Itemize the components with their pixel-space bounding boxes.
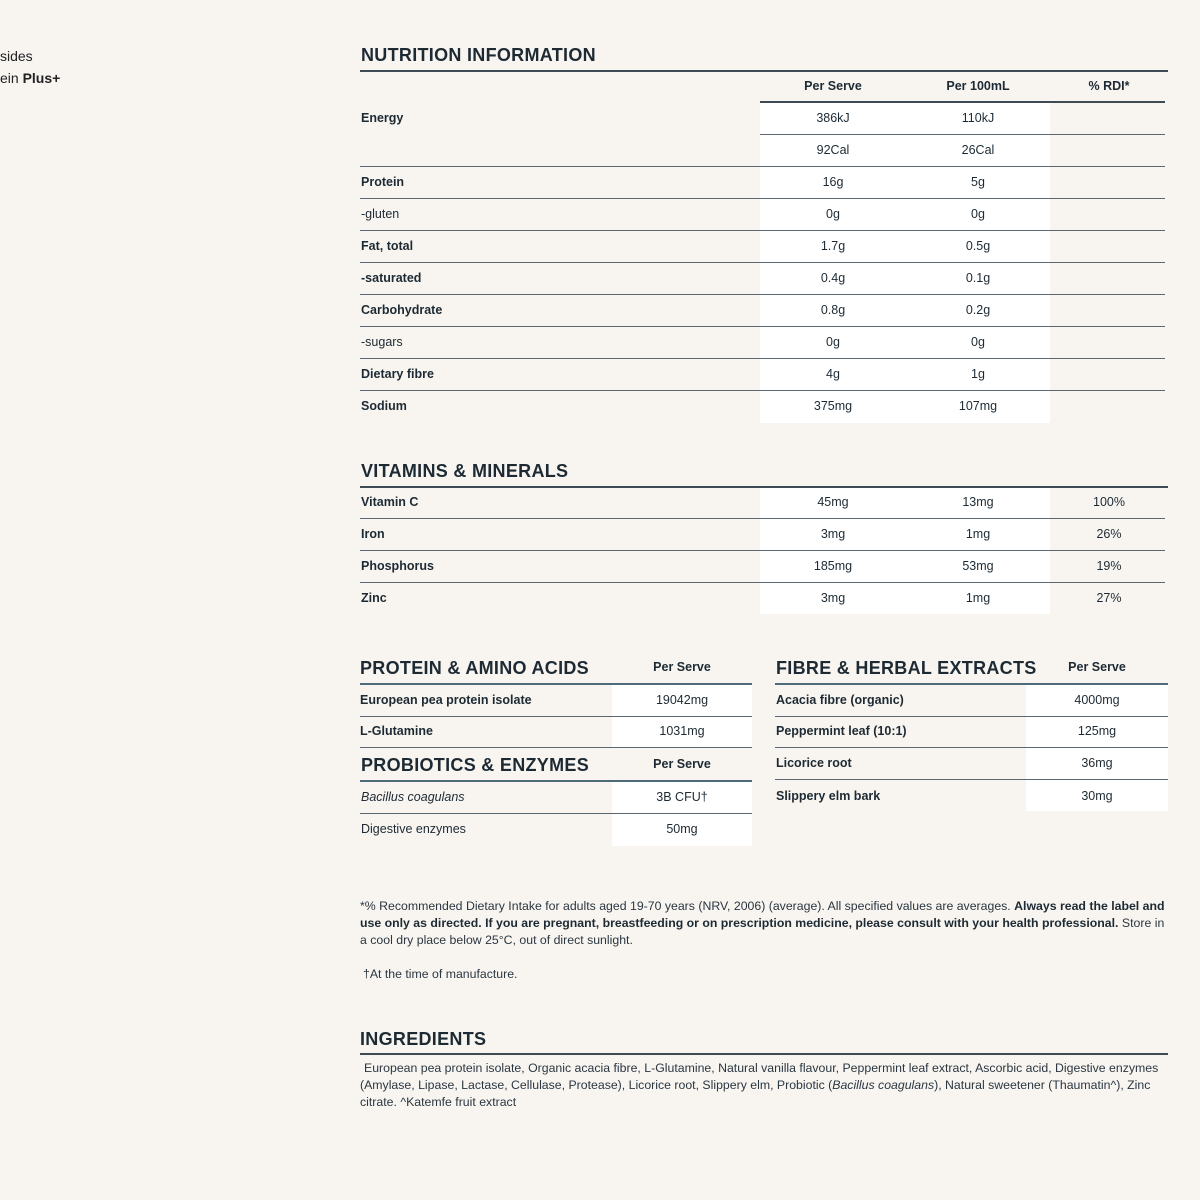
nutrition-row-label: -gluten [361,207,400,221]
probiotics-row-label: Bacillus coagulans [361,790,465,804]
nutrition-row-label: -sugars [361,335,403,349]
row-divider [775,779,1168,780]
probiotics-header-per-serve: Per Serve [653,757,711,771]
probiotics-row-value: 50mg [666,822,698,836]
vitamin-serve: 185mg [813,559,853,573]
row-divider [360,582,1165,583]
vitamin-label: Vitamin C [361,495,419,509]
ingredients-title-rule [360,1053,1168,1055]
nutrition-header-rule [760,101,1165,103]
vitamin-per100: 1mg [965,527,991,541]
row-divider [360,358,1165,359]
row-divider [360,166,1165,167]
header-rdi: % RDI* [1088,79,1130,93]
row-divider [360,747,752,748]
vitamin-per100: 1mg [965,591,991,605]
nutrition-row-per100: 0g [971,207,985,221]
nutrition-title-rule [360,70,1168,72]
row-divider [360,294,1165,295]
ingredients-title: INGREDIENTS [360,1029,487,1049]
nutrition-row-per100: 0.2g [965,303,991,317]
nutrition-row-serve: 1.7g [820,239,846,253]
rdi-footnote: *% Recommended Dietary Intake for adults aged 19-70 years (NRV, 2006) (average). All specified values are averages. Always read the label and use only as directed. If you are pregnant, breastfeeding or on prescription medicine, please consult with your health professional. Store in a cool dry place below 25°C, out of direct sunlight. [360,899,1165,947]
nutrition-row-per100: 107mg [958,399,998,413]
row-divider [775,716,1168,717]
row-divider [360,262,1165,263]
row-divider [360,230,1165,231]
protein-row-label: L-Glutamine [360,724,433,738]
protein-row-value: 19042mg [655,693,709,707]
nutrition-row-serve: 0.4g [820,271,846,285]
nutrition-row-serve: 0.8g [820,303,846,317]
nutrition-row-per100: 0g [971,335,985,349]
nutrition-row-label: Protein [361,175,405,189]
protein-header-per-serve: Per Serve [653,660,711,674]
fibre-row-value: 4000mg [1074,693,1120,707]
nutrition-row-label: Energy [361,111,404,125]
fibre-row-label: Acacia fibre (organic) [776,693,904,707]
nutrition-row-per100: 0.1g [965,271,991,285]
row-divider [360,326,1165,327]
cropped-text-line-1: sides [0,48,33,64]
nutrition-title: NUTRITION INFORMATION [361,45,596,65]
row-divider [360,716,752,717]
nutrition-row-serve: 375mg [813,399,853,413]
vitamin-per100: 53mg [962,559,994,573]
fibre-row-value: 30mg [1081,789,1113,803]
fibre-row-label: Licorice root [776,756,852,770]
vitamin-serve: 3mg [820,591,846,605]
nutrition-row-serve: 0g [826,207,840,221]
fibre-row-label: Peppermint leaf (10:1) [776,724,907,738]
vitamin-label: Iron [361,527,385,541]
fibre-row-value: 36mg [1081,756,1113,770]
vitamin-serve: 45mg [817,495,849,509]
probiotics-row-label: Digestive enzymes [361,822,466,836]
cropped-text-line-2: ein Plus+ [0,70,61,86]
nutrition-row-per100: 110kJ [961,111,995,125]
vitamin-rdi: 100% [1093,495,1125,509]
vitamin-label: Zinc [361,591,387,605]
vitamin-rdi: 26% [1096,527,1122,541]
protein-row-value: 1031mg [659,724,705,738]
nutrition-row-per100: 26Cal [961,143,995,157]
vitamin-rdi: 27% [1096,591,1122,605]
fibre-header-per-serve: Per Serve [1068,660,1126,674]
nutrition-row-serve: 0g [826,335,840,349]
nutrition-row-label: Sodium [361,399,407,413]
vitamin-rdi: 19% [1096,559,1122,573]
nutrition-row-serve: 92Cal [816,143,850,157]
row-divider [360,813,752,814]
protein-row-label: European pea protein isolate [360,693,532,707]
fibre-row-label: Slippery elm bark [776,789,881,803]
nutrition-row-label: Dietary fibre [361,367,434,381]
row-divider [775,747,1168,748]
nutrition-row-per100: 5g [971,175,985,189]
row-divider [360,518,1165,519]
nutrition-row-per100: 0.5g [965,239,991,253]
row-divider [360,198,1165,199]
row-divider [360,550,1165,551]
vitamin-per100: 13mg [962,495,994,509]
manufacture-footnote: †At the time of manufacture. [363,967,518,981]
nutrition-row-label: Carbohydrate [361,303,443,317]
nutrition-row-label: -saturated [361,271,422,285]
row-divider [360,390,1165,391]
header-per-100ml: Per 100mL [946,79,1010,93]
probiotics-row-value: 3B CFU† [656,790,708,804]
fibre-title: FIBRE & HERBAL EXTRACTS [776,658,1037,678]
probiotics-title: PROBIOTICS & ENZYMES [361,755,590,775]
ingredients-text: European pea protein isolate, Organic acacia fibre, L-Glutamine, Natural vanilla flavour, Peppermint leaf extract, Ascorbic acid, Digestive enzymes (Amylase, Lipase, Lactase, Cellulase, Protease), Licorice root, Slippery elm, Probiotic (Bacillus coagulans), Natural sweetener (Thaumatin^), Zinc citrate. ^Katemfe fruit extract [360,1061,1159,1109]
header-per-serve: Per Serve [804,79,862,93]
nutrition-row-serve: 16g [822,175,844,189]
nutrition-row-per100: 1g [971,367,985,381]
protein-title: PROTEIN & AMINO ACIDS [360,658,589,678]
vitamins-title: VITAMINS & MINERALS [361,461,569,481]
vitamin-label: Phosphorus [361,559,434,573]
fibre-row-value: 125mg [1077,724,1117,738]
row-divider [760,134,1165,135]
vitamin-serve: 3mg [820,527,846,541]
nutrition-row-serve: 4g [826,367,840,381]
nutrition-row-label: Fat, total [361,239,414,253]
nutrition-row-serve: 386kJ [816,111,850,125]
